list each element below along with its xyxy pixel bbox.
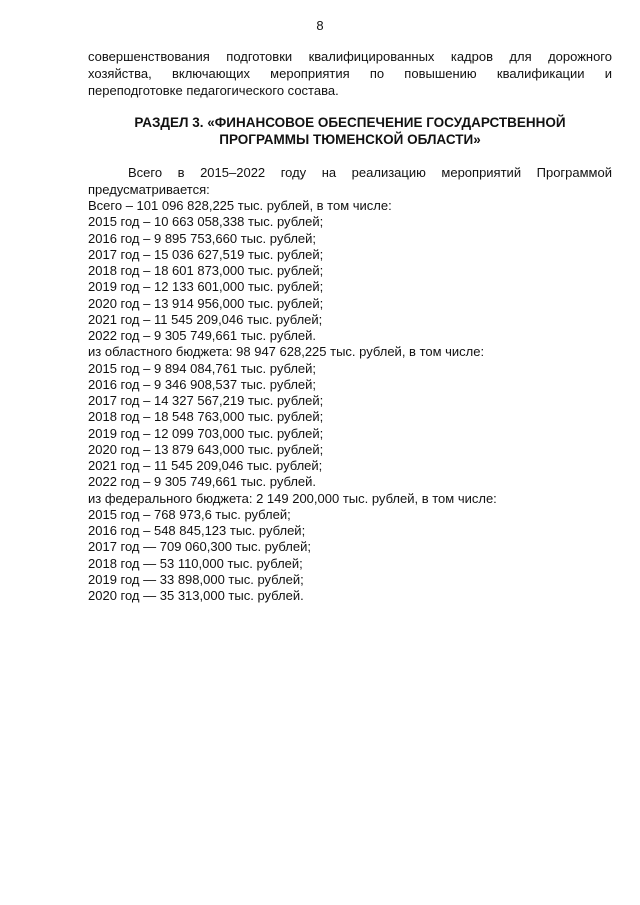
lead-line: Всего в 2015–2022 году на реализацию мероприятий Программой xyxy=(128,165,612,180)
section-title-line: РАЗДЕЛ 3. «ФИНАНСОВОЕ ОБЕСПЕЧЕНИЕ ГОСУДАРСТВЕННОЙ xyxy=(134,115,566,130)
funding-year-line: 2017 год – 15 036 627,519 тыс. рублей; xyxy=(88,246,324,262)
funding-total-line: Всего – 101 096 828,225 тыс. рублей, в том числе: xyxy=(88,198,392,213)
funding-year-line: 2019 год – 12 133 601,000 тыс. рублей; xyxy=(88,279,324,295)
page-number: 8 xyxy=(316,18,324,33)
regional-year-line: 2021 год – 11 545 209,046 тыс. рублей; xyxy=(88,458,323,473)
funding-year-line: 2021 год – 11 545 209,046 тыс. рублей; xyxy=(88,311,323,327)
regional-year-line: 2022 год – 9 305 749,661 тыс. рублей. xyxy=(88,474,317,490)
section-title-line: ПРОГРАММЫ ТЮМЕНСКОЙ ОБЛАСТИ» xyxy=(219,132,481,147)
regional-year-line: 2017 год – 14 327 567,219 тыс. рублей; xyxy=(88,393,324,408)
section-title xyxy=(88,114,612,148)
federal-year-line: 2017 год — 709 060,300 тыс. рублей; xyxy=(88,539,311,555)
regional-year-line: 2020 год – 13 879 643,000 тыс. рублей; xyxy=(88,441,324,457)
federal-year-line: 2020 год — 35 313,000 тыс. рублей. xyxy=(88,588,304,603)
funding-year-line: 2022 год – 9 305 749,661 тыс. рублей. xyxy=(88,328,317,343)
federal-year-line: 2019 год — 33 898,000 тыс. рублей; xyxy=(88,571,304,587)
regional-year-line: 2018 год – 18 548 763,000 тыс. рублей; xyxy=(88,409,324,425)
lead-line: предусматривается: xyxy=(88,182,210,197)
federal-year-line: 2016 год – 548 845,123 тыс. рублей; xyxy=(88,523,306,538)
regional-budget-total-line: из областного бюджета: 98 947 628,225 тыс. рублей, в том числе: xyxy=(88,344,485,360)
federal-budget-total-line: из федерального бюджета: 2 149 200,000 тыс. рублей, в том числе: xyxy=(88,490,497,506)
funding-year-line: 2018 год – 18 601 873,000 тыс. рублей; xyxy=(88,263,324,278)
regional-year-line: 2015 год – 9 894 084,761 тыс. рублей; xyxy=(88,360,317,376)
regional-year-line: 2016 год – 9 346 908,537 тыс. рублей; xyxy=(88,376,317,392)
funding-year-line: 2016 год – 9 895 753,660 тыс. рублей; xyxy=(88,230,317,246)
funding-list xyxy=(88,198,612,604)
lead-paragraph xyxy=(88,164,612,198)
funding-year-line: 2020 год – 13 914 956,000 тыс. рублей; xyxy=(88,295,324,311)
federal-year-line: 2018 год — 53 110,000 тыс. рублей; xyxy=(88,555,303,571)
intro-line: переподготовке педагогического состава. xyxy=(88,83,339,98)
intro-line: хозяйства, включающих мероприятия по повышению квалификации и xyxy=(88,66,612,81)
intro-line: совершенствования подготовки квалифицированных кадров для дорожного xyxy=(88,49,612,64)
federal-year-line: 2015 год – 768 973,6 тыс. рублей; xyxy=(88,506,291,522)
regional-year-line: 2019 год – 12 099 703,000 тыс. рублей; xyxy=(88,425,324,441)
funding-year-line: 2015 год – 10 663 058,338 тыс. рублей; xyxy=(88,214,324,230)
intro-paragraph xyxy=(88,48,612,99)
